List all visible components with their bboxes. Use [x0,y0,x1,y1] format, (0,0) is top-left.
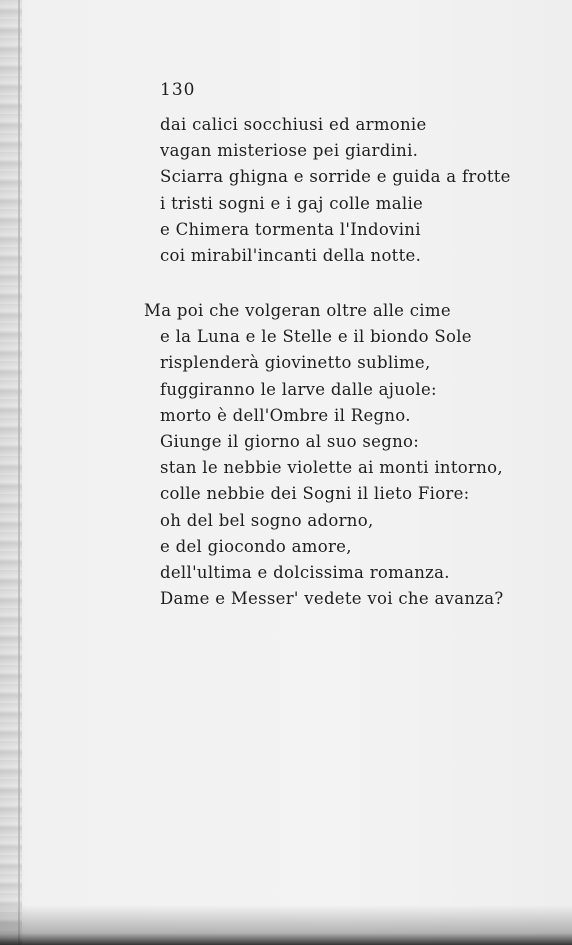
page-fold-line [18,0,20,945]
poem-line: i tristi sogni e i gaj colle malie [160,193,424,213]
page-number: 130 [160,80,196,100]
poem-line: colle nebbie dei Sogni il lieto Fiore: [160,484,470,504]
poem-stanza-2 [144,298,504,612]
poem-line: Sciarra ghigna e sorride e guida a frotte [160,167,511,187]
poem-line: e la Luna e le Stelle e il biondo Sole [160,327,472,347]
poem-line: stan le nebbie violette ai monti intorno, [160,458,503,478]
poem-line: dai calici socchiusi ed armonie [160,115,427,134]
poem-line: dell'ultima e dolcissima romanza. [160,562,450,582]
poem-line: oh del bel sogno adorno, [160,510,374,530]
poem-line: vagan misteriose pei giardini. [160,141,419,161]
poem-line: Dame e Messer' vedete voi che avanza? [160,589,504,609]
poem-line: Ma poi che volgeran oltre alle cime [144,301,451,320]
poem-line: risplenderà giovinetto sublime, [160,353,431,373]
poem-line: coi mirabil'incanti della notte. [160,245,422,265]
poem-line: morto è dell'Ombre il Regno. [160,405,411,425]
page-bottom-shadow [0,905,572,945]
poem-line: fuggiranno le larve dalle ajuole: [160,379,437,399]
poem-line: e del giocondo amore, [160,536,352,556]
poem-line: e Chimera tormenta l'Indovini [160,219,421,239]
poem-stanza-1 [160,112,511,269]
poem-line: Giunge il giorno al suo segno: [160,431,420,451]
